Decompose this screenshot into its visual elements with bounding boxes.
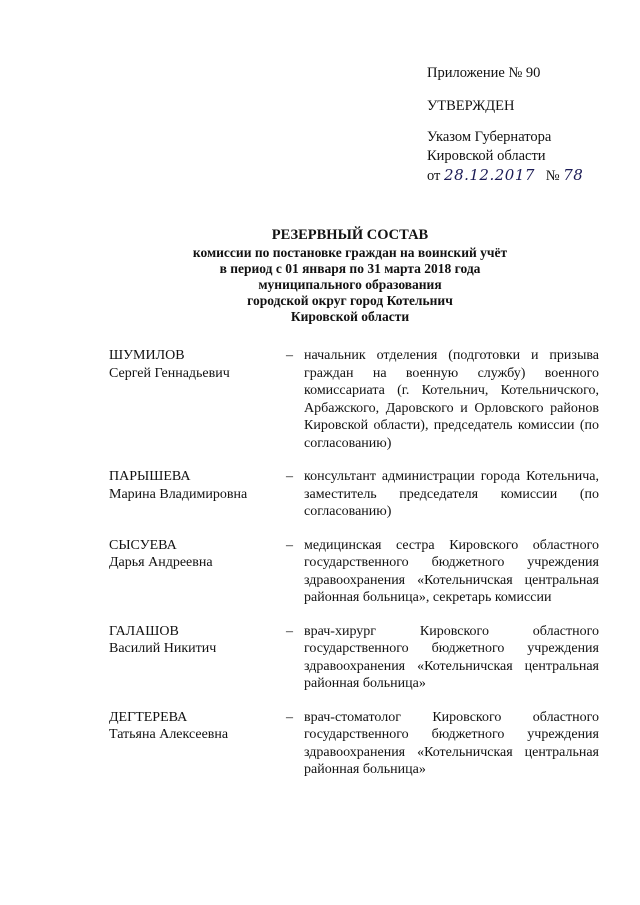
dash: – bbox=[286, 348, 293, 363]
appendix-number: Приложение № 90 bbox=[427, 65, 541, 81]
member-name bbox=[109, 537, 286, 607]
heading-line-2: в период с 01 января по 31 марта 2018 года bbox=[219, 261, 481, 276]
member-surname: ШУМИЛОВ bbox=[109, 348, 185, 363]
members-list bbox=[109, 347, 599, 795]
heading-line-4: городской округ город Котельнич bbox=[247, 293, 453, 308]
member-given-names: Василий Никитич bbox=[109, 641, 217, 656]
member-surname: СЫСУЕВА bbox=[109, 537, 177, 553]
member-role: медицинская сестра Кировского областного государственного бюджетного учреждения здравоохранения «Котельничская центральная районная больница», секретарь комиссии bbox=[304, 537, 599, 605]
member-name bbox=[109, 623, 286, 693]
member-entry bbox=[109, 347, 599, 452]
heading-line-1: комиссии по постановке граждан на воинский учёт bbox=[192, 245, 508, 260]
member-role: начальник отделения (подготовки и призыва граждан на военную службу) военного комиссариата (г. Котельнич, Котельничского, Арбажского, Даровского и Орловского районов Кировской области), председатель комиссии (по согласованию) bbox=[304, 348, 599, 451]
number-prefix: № bbox=[545, 168, 560, 184]
member-given-names: Сергей Геннадьевич bbox=[109, 365, 230, 381]
dash: – bbox=[286, 623, 293, 639]
member-role: консультант администрации города Котельнича, заместитель председателя комиссии (по согласованию) bbox=[304, 469, 599, 519]
dash: – bbox=[286, 469, 293, 484]
member-given-names: Марина Владимировна bbox=[109, 486, 248, 502]
member-name bbox=[109, 347, 286, 452]
member-role: врач-хирург Кировского областного государственного бюджетного учреждения здравоохранения «Котельничская центральная районная больница» bbox=[304, 623, 599, 691]
document-title: РЕЗЕРВНЫЙ СОСТАВ bbox=[271, 227, 429, 243]
approved-label: УТВЕРЖДЕН bbox=[427, 98, 515, 114]
member-given-names: Дарья Андреевна bbox=[109, 555, 213, 570]
approved-by-line2: Кировской области bbox=[427, 148, 546, 164]
decree-date-line bbox=[427, 166, 627, 186]
member-surname: ДЕГТЕРЕВА bbox=[109, 709, 188, 725]
heading-line-5: Кировской области bbox=[290, 309, 410, 324]
member-surname: ПАРЫШЕВА bbox=[109, 469, 191, 484]
member-name bbox=[109, 709, 286, 779]
approved-by-line1: Указом Губернатора bbox=[427, 129, 552, 145]
member-entry bbox=[109, 623, 599, 693]
member-surname: ГАЛАШОВ bbox=[109, 623, 179, 639]
handwritten-number: 78 bbox=[563, 166, 584, 184]
dash: – bbox=[286, 537, 293, 553]
member-role: врач-стоматолог Кировского областного государственного бюджетного учреждения здравоохранения «Котельничская центральная районная больница» bbox=[304, 709, 599, 777]
member-entry bbox=[109, 468, 599, 521]
handwritten-date: 28.12.2017 bbox=[444, 166, 535, 184]
member-given-names: Татьяна Алексеевна bbox=[109, 727, 229, 742]
document-heading bbox=[100, 227, 600, 325]
member-name bbox=[109, 468, 286, 521]
approval-block bbox=[427, 64, 627, 186]
date-prefix: от bbox=[427, 168, 441, 184]
dash: – bbox=[286, 709, 293, 725]
heading-line-3: муниципального образования bbox=[258, 277, 442, 292]
member-entry bbox=[109, 537, 599, 607]
member-entry bbox=[109, 709, 599, 779]
